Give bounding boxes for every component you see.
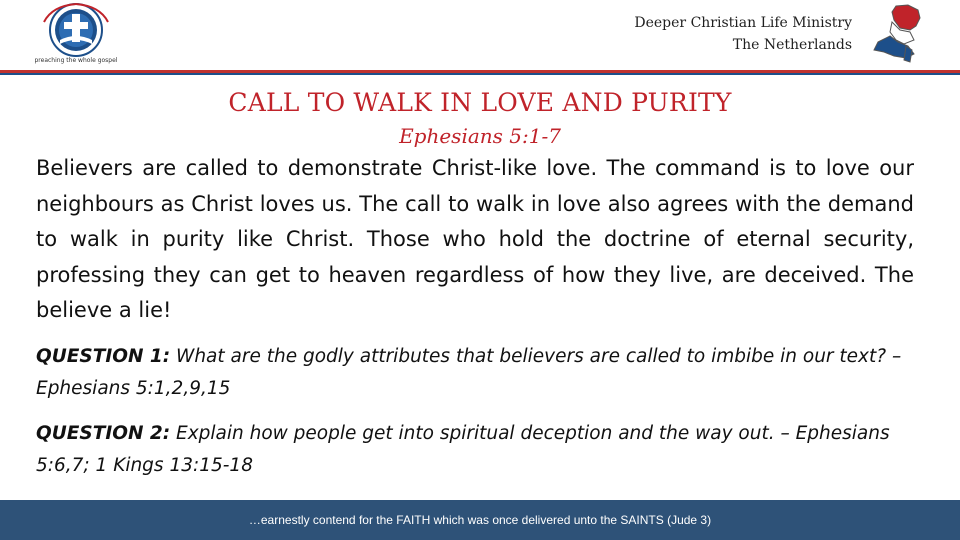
page-title: CALL TO WALK IN LOVE AND PURITY	[228, 88, 732, 117]
question-2-label: QUESTION 2:	[36, 423, 171, 444]
organisation-name	[634, 12, 852, 56]
logo-caption: preaching the whole gospel	[34, 57, 118, 64]
footer-text: …earnestly contend for the FAITH which was once delivered unto the SAINTS (Jude 3)	[248, 513, 712, 527]
header-rule	[0, 70, 960, 74]
question-2	[36, 418, 926, 482]
org-line-1: Deeper Christian Life Ministry	[634, 15, 852, 31]
dclm-logo-icon	[30, 2, 122, 66]
question-1-text: What are the godly attributes that believers are called to imbibe in our text? – Ephesians 5:1,2,9,15	[36, 346, 902, 399]
scripture-reference: Ephesians 5:1-7	[399, 124, 561, 148]
question-1-label: QUESTION 1:	[36, 346, 171, 367]
footer-bar	[0, 500, 960, 540]
body-paragraph: Believers are called to demonstrate Christ-like love. The command is to love our neighbours as Christ loves us. The call to walk in love also agrees with the demand to walk in purity like Christ. Those who hold the doctrine of eternal security, professing they can get to heaven regardless of how they live, are deceived. The believe a lie!	[36, 156, 914, 322]
org-line-2: The Netherlands	[732, 37, 852, 53]
netherlands-map-icon	[856, 2, 934, 64]
question-1	[36, 341, 926, 405]
question-2-text: Explain how people get into spiritual deception and the way out. – Ephesians 5:6,7; 1 Kings 13:15-18	[36, 423, 890, 476]
